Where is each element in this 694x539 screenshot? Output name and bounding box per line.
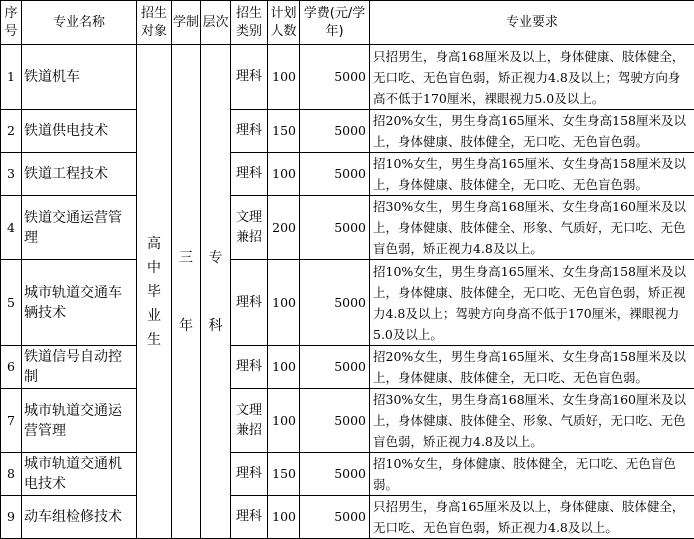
header-row — [1, 1, 694, 45]
table-row — [1, 453, 694, 496]
header-target: 招生对象 — [137, 1, 172, 45]
row-requirements: 只招男生，身高168厘米及以上，身体健康、肢体健全，无口吃、无色盲色弱，矫正视力4.8及以上；驾驶方向身高不低于170厘米，裸眼视力5.0及以上。 — [370, 45, 694, 110]
target-merged-cell — [137, 45, 172, 539]
duration-char: 三 — [172, 246, 200, 270]
row-major-name: 动车组检修技术 — [22, 496, 137, 539]
row-fee: 5000 — [300, 196, 370, 260]
row-plan: 100 — [268, 496, 300, 539]
row-seq: 3 — [1, 153, 22, 196]
header-name: 专业名称 — [22, 1, 137, 45]
target-char: 生 — [137, 328, 171, 352]
target-char: 高 — [137, 232, 171, 256]
row-plan: 100 — [268, 45, 300, 110]
table-row — [1, 45, 694, 110]
row-requirements: 只招男生，身高165厘米及以上，身体健康、肢体健全，无口吃、无色盲色弱，矫正视力4.8及以上。 — [370, 496, 694, 539]
row-category: 理科 — [231, 45, 268, 110]
row-category: 理科 — [231, 346, 268, 389]
table-row — [1, 110, 694, 153]
table-row — [1, 153, 694, 196]
row-fee: 5000 — [300, 346, 370, 389]
level-char: 专 — [201, 246, 230, 270]
header-fee: 学费(元/学年) — [300, 1, 370, 45]
table-row — [1, 260, 694, 346]
row-plan: 150 — [268, 110, 300, 153]
row-seq: 2 — [1, 110, 22, 153]
row-requirements: 招20%女生，男生身高165厘米、女生身高158厘米及以上，身体健康、肢体健全，无口吃、无色盲色弱。 — [370, 110, 694, 153]
duration-char: 年 — [172, 314, 200, 338]
row-major-name: 城市轨道交通运营管理 — [22, 389, 137, 453]
level-char: 科 — [201, 314, 230, 338]
row-category: 理科 — [231, 260, 268, 346]
row-category: 理科 — [231, 110, 268, 153]
row-requirements: 招10%女生，男生身高165厘米、女生身高158厘米及以上，身体健康、肢体健全，无口吃、无色盲色弱。 — [370, 153, 694, 196]
row-fee: 5000 — [300, 453, 370, 496]
row-plan: 200 — [268, 196, 300, 260]
row-category: 理科 — [231, 453, 268, 496]
row-requirements: 招30%女生，男生身高168厘米、女生身高160厘米及以上，身体健康、肢体健全、形象、气质好，无口吃、无色盲色弱，矫正视力4.8及以上。 — [370, 196, 694, 260]
row-fee: 5000 — [300, 260, 370, 346]
row-major-name: 铁道信号自动控制 — [22, 346, 137, 389]
header-seq: 序号 — [1, 1, 22, 45]
duration-gap — [172, 270, 200, 314]
row-requirements: 招20%女生，男生身高165厘米、女生身高158厘米及以上，身体健康、肢体健全，无口吃、无色盲色弱。 — [370, 346, 694, 389]
row-major-name: 铁道机车 — [22, 45, 137, 110]
table-row — [1, 346, 694, 389]
row-seq: 4 — [1, 196, 22, 260]
header-plan: 计划人数 — [268, 1, 300, 45]
row-plan: 150 — [268, 453, 300, 496]
header-duration: 学制 — [172, 1, 201, 45]
row-fee: 5000 — [300, 153, 370, 196]
row-fee: 5000 — [300, 389, 370, 453]
row-fee: 5000 — [300, 496, 370, 539]
duration-merged-cell — [172, 45, 201, 539]
level-gap — [201, 270, 230, 314]
row-category: 文理兼招 — [231, 389, 268, 453]
row-plan: 100 — [268, 389, 300, 453]
row-major-name: 城市轨道交通车辆技术 — [22, 260, 137, 346]
row-category: 理科 — [231, 153, 268, 196]
target-char: 毕 — [137, 280, 171, 304]
header-level: 层次 — [201, 1, 231, 45]
row-fee: 5000 — [300, 45, 370, 110]
row-seq: 9 — [1, 496, 22, 539]
header-requirements: 专业要求 — [370, 1, 694, 45]
row-plan: 100 — [268, 153, 300, 196]
row-fee: 5000 — [300, 110, 370, 153]
row-category: 文理兼招 — [231, 196, 268, 260]
row-seq: 1 — [1, 45, 22, 110]
level-merged-cell — [201, 45, 231, 539]
row-plan: 100 — [268, 260, 300, 346]
target-char: 中 — [137, 256, 171, 280]
table-row — [1, 196, 694, 260]
row-major-name: 铁道交通运营管理 — [22, 196, 137, 260]
row-seq: 5 — [1, 260, 22, 346]
row-requirements: 招10%女生，身体健康、肢体健全，无口吃、无色盲色弱。 — [370, 453, 694, 496]
target-char: 业 — [137, 304, 171, 328]
row-major-name: 铁道供电技术 — [22, 110, 137, 153]
row-requirements: 招10%女生，男生身高165厘米、女生身高158厘米及以上，身体健康、肢体健全，无口吃、无色盲色弱，矫正视力4.8及以上；驾驶方向身高不低于170厘米，裸眼视力5.0及以上。 — [370, 260, 694, 346]
header-category: 招生类别 — [231, 1, 268, 45]
row-major-name: 铁道工程技术 — [22, 153, 137, 196]
row-category: 理科 — [231, 496, 268, 539]
row-seq: 7 — [1, 389, 22, 453]
row-plan: 100 — [268, 346, 300, 389]
row-seq: 8 — [1, 453, 22, 496]
row-seq: 6 — [1, 346, 22, 389]
table-body — [1, 1, 694, 539]
row-major-name: 城市轨道交通机电技术 — [22, 453, 137, 496]
table-row — [1, 389, 694, 453]
row-requirements: 招30%女生，男生身高168厘米、女生身高160厘米及以上，身体健康、肢体健全、形象、气质好，无口吃、无色盲色弱，矫正视力4.8及以上。 — [370, 389, 694, 453]
table-row — [1, 496, 694, 539]
